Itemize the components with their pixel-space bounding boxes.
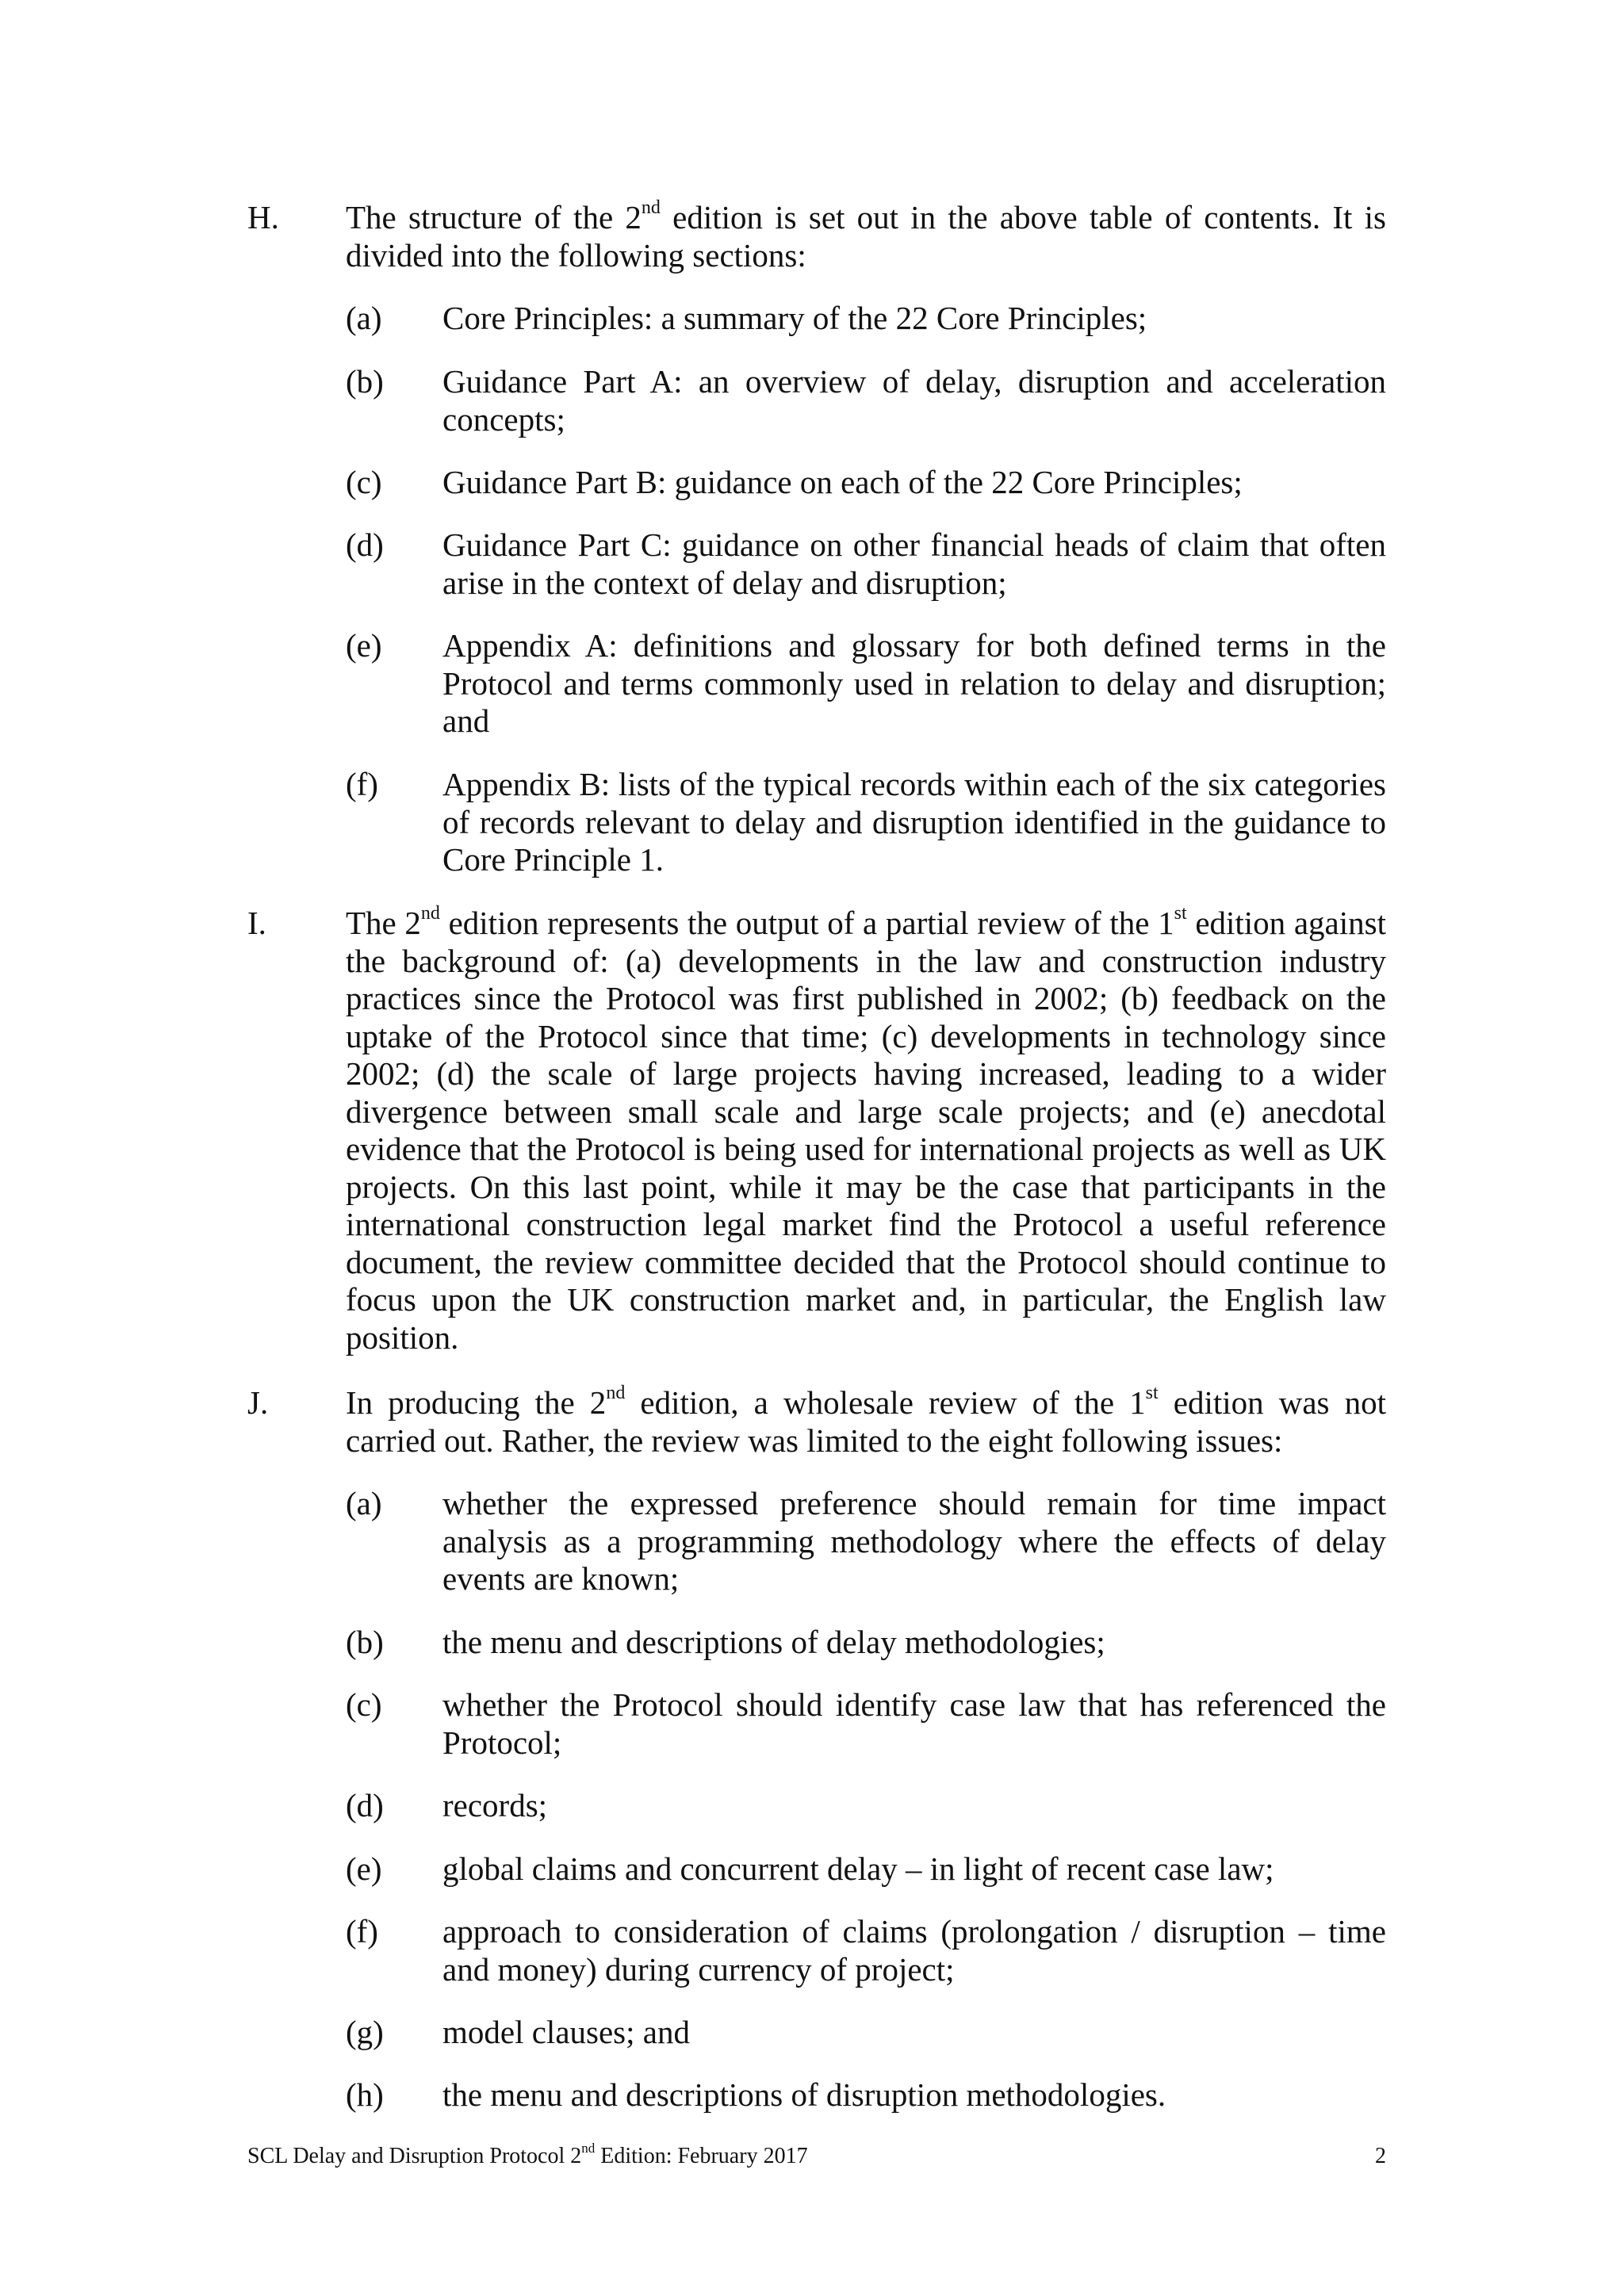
paragraph-text: In producing the 2nd edition, a wholesale review of the 1st edition was not carried out. Rather, the review was limited to the eight following issues:: [346, 1383, 1386, 1459]
list-item-label: (f): [346, 1913, 378, 1950]
list-item-label: (g): [346, 2014, 384, 2050]
list-item-text: Guidance Part C: guidance on other financial heads of claim that often arise in the context of delay and disruption;: [442, 526, 1386, 601]
list-item: [346, 1787, 1386, 1825]
list-item-text: approach to consideration of claims (prolongation / disruption – time and money) during currency of project;: [442, 1913, 1386, 1988]
list-item-text: whether the Protocol should identify case law that has referenced the Protocol;: [442, 1686, 1386, 1761]
list-item-text: model clauses; and: [442, 2014, 690, 2050]
list-item: [346, 1686, 1386, 1762]
list-item: [346, 1850, 1386, 1888]
page-number: 2: [1375, 2144, 1386, 2168]
list-item: [346, 464, 1386, 502]
list-item: [346, 1913, 1386, 1988]
paragraph-label: I.: [247, 905, 266, 941]
list-item-label: (a): [346, 1485, 382, 1521]
list-item: [346, 2014, 1386, 2052]
list-item: [346, 766, 1386, 879]
list-item: [346, 2076, 1386, 2114]
list-item: [346, 363, 1386, 438]
list-item-text: whether the expressed preference should remain for time impact analysis as a programming methodology where the effects of delay events are known;: [442, 1485, 1386, 1597]
list-item-label: (e): [346, 1850, 382, 1887]
list-item-text: records;: [442, 1787, 548, 1823]
list-item-text: Appendix B: lists of the typical records within each of the six categories of records relevant to delay and disruption identified in the guidance to Core Principle 1.: [442, 766, 1386, 878]
list-item-text: Guidance Part B: guidance on each of the 22 Core Principles;: [442, 464, 1243, 500]
paragraph-i: [247, 905, 1386, 1357]
paragraph-label: J.: [247, 1384, 269, 1421]
paragraph-text: The 2nd edition represents the output of a partial review of the 1st edition against the background of: (a) developments in the law and construction industry practices since the Protocol was first published in 2002; (b) feedback on the uptake of the Protocol since that time; (c) developments in technology since 2002; (d) the scale of large projects having increased, leading to a wider divergence between small scale and large scale projects; and (e) anecdotal evidence that the Protocol is being used for international projects as well as UK projects. On this last point, while it may be the case that participants in the international construction legal market find the Protocol a useful reference document, the review committee decided that the Protocol should continue to focus upon the UK construction market and, in particular, the English law position.: [346, 903, 1386, 1356]
list-item-label: (b): [346, 1624, 384, 1660]
list-item-text: global claims and concurrent delay – in light of recent case law;: [442, 1850, 1274, 1887]
list-item-label: (d): [346, 526, 384, 563]
list-item-label: (e): [346, 627, 382, 664]
list-item-text: the menu and descriptions of disruption methodologies.: [442, 2076, 1166, 2113]
list-item-text: Core Principles: a summary of the 22 Core Principles;: [442, 300, 1147, 336]
list-item-text: Guidance Part A: an overview of delay, disruption and acceleration concepts;: [442, 363, 1386, 438]
footer-title: SCL Delay and Disruption Protocol 2nd Edition: February 2017: [247, 2140, 808, 2168]
list-item-text: the menu and descriptions of delay methodologies;: [442, 1624, 1105, 1660]
paragraph-text: The structure of the 2nd edition is set out in the above table of contents. It is divided into the following sections:: [346, 197, 1386, 274]
list-item-label: (h): [346, 2076, 384, 2113]
list-item: [346, 300, 1386, 338]
page-footer: [247, 2140, 1386, 2170]
paragraph-j: [247, 1384, 1386, 1460]
list-item: [346, 526, 1386, 602]
list-item-label: (b): [346, 363, 384, 400]
paragraph-label: H.: [247, 199, 279, 235]
list-item: [346, 627, 1386, 740]
list-item: [346, 1485, 1386, 1598]
paragraph-h: [247, 199, 1386, 274]
list-item: [346, 1624, 1386, 1662]
list-item-label: (a): [346, 300, 382, 336]
list-item-label: (c): [346, 1686, 382, 1723]
list-item-text: Appendix A: definitions and glossary for both defined terms in the Protocol and terms commonly used in relation to delay and disruption; and: [442, 627, 1386, 739]
list-item-label: (d): [346, 1787, 384, 1823]
list-item-label: (f): [346, 766, 378, 802]
list-item-label: (c): [346, 464, 382, 500]
